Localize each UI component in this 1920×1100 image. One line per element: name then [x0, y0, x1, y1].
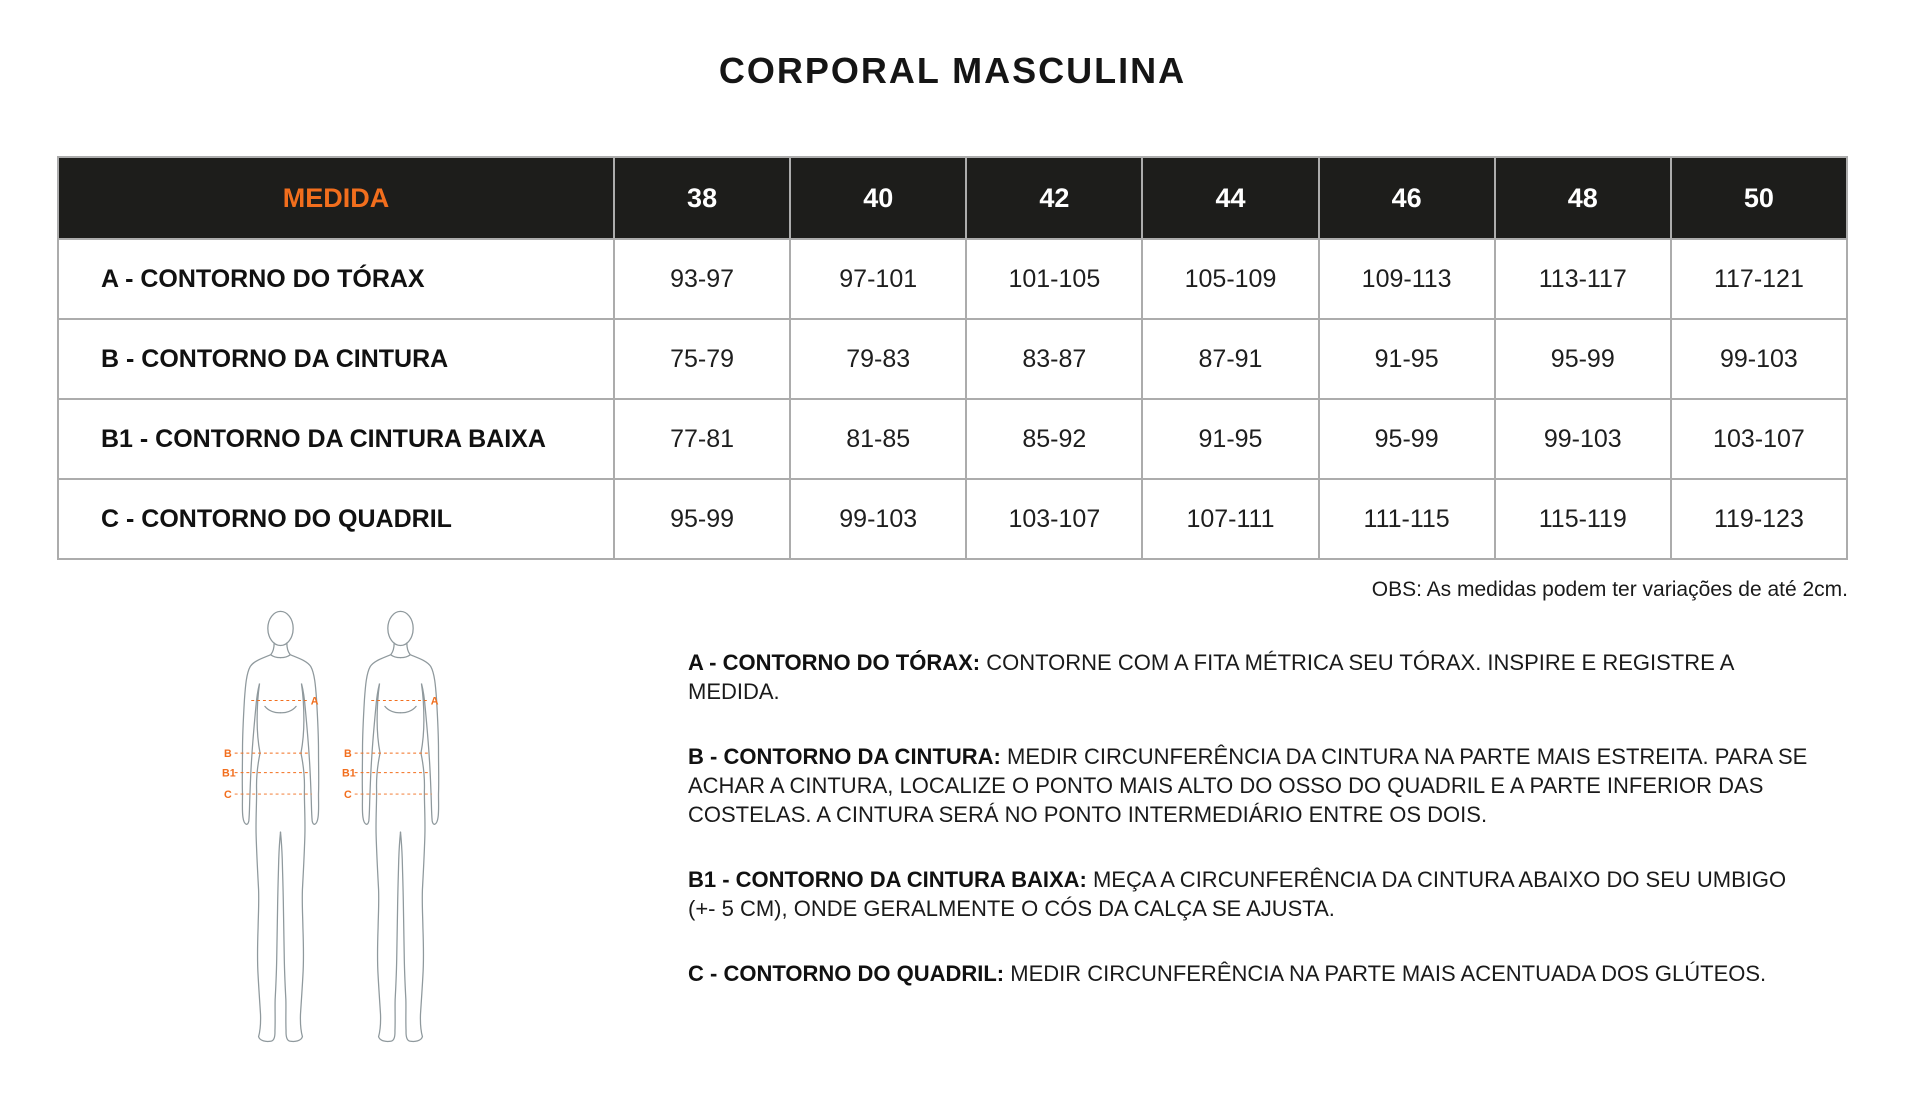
table-cell: 107-111 — [1142, 479, 1318, 559]
header-cell-size: 40 — [790, 157, 966, 239]
table-cell: 99-103 — [1495, 399, 1671, 479]
table-cell: 115-119 — [1495, 479, 1671, 559]
male-figure-front-icon — [222, 606, 339, 1064]
header-cell-size: 48 — [1495, 157, 1671, 239]
row-label-cintura-baixa: B1 - CONTORNO DA CINTURA BAIXA — [58, 399, 614, 479]
table-cell: 93-97 — [614, 239, 790, 319]
table-cell: 101-105 — [966, 239, 1142, 319]
marker-c-label: C — [343, 788, 352, 801]
instruction-quadril — [688, 959, 1818, 988]
instruction-cintura-baixa-text: MEÇA A CIRCUNFERÊNCIA DA CINTURA ABAIXO DO SEU UMBIGO (+- 5 CM), ONDE GERALMENTE O CÓS DA CALÇA SE AJUSTA. — [688, 867, 1787, 921]
table-row-torax — [58, 239, 1847, 319]
table-cell: 109-113 — [1319, 239, 1495, 319]
marker-a-label: A — [430, 695, 439, 708]
header-cell-medida: MEDIDA — [58, 157, 614, 239]
instruction-cintura-baixa — [688, 865, 1818, 923]
header-cell-size: 46 — [1319, 157, 1495, 239]
table-cell: 95-99 — [614, 479, 790, 559]
table-cell: 111-115 — [1319, 479, 1495, 559]
body-measurement-figures — [222, 606, 459, 1064]
table-row-cintura-baixa — [58, 399, 1847, 479]
row-label-quadril: C - CONTORNO DO QUADRIL — [58, 479, 614, 559]
page-title: CORPORAL MASCULINA — [718, 50, 1187, 91]
table-cell: 91-95 — [1142, 399, 1318, 479]
table-cell: 103-107 — [966, 479, 1142, 559]
table-cell: 85-92 — [966, 399, 1142, 479]
table-row-cintura — [58, 319, 1847, 399]
table-header-row — [58, 157, 1847, 239]
marker-b1-label: B1 — [222, 767, 236, 780]
table-cell: 77-81 — [614, 399, 790, 479]
marker-a-label: A — [310, 695, 319, 708]
header-cell-size: 42 — [966, 157, 1142, 239]
table-cell: 95-99 — [1319, 399, 1495, 479]
table-cell: 91-95 — [1319, 319, 1495, 399]
table-cell: 87-91 — [1142, 319, 1318, 399]
table-cell: 99-103 — [1671, 319, 1847, 399]
measurement-instructions — [688, 648, 1818, 1024]
marker-b1-label: B1 — [342, 767, 356, 780]
table-cell: 113-117 — [1495, 239, 1671, 319]
row-label-cintura: B - CONTORNO DA CINTURA — [58, 319, 614, 399]
marker-c-label: C — [223, 788, 232, 801]
table-cell: 103-107 — [1671, 399, 1847, 479]
table-cell: 83-87 — [966, 319, 1142, 399]
row-label-torax: A - CONTORNO DO TÓRAX — [58, 239, 614, 319]
instruction-torax-label: A - CONTORNO DO TÓRAX: — [688, 650, 981, 675]
table-cell: 75-79 — [614, 319, 790, 399]
instruction-cintura-label: B - CONTORNO DA CINTURA: — [688, 744, 1001, 769]
table-cell: 99-103 — [790, 479, 966, 559]
table-cell: 79-83 — [790, 319, 966, 399]
header-cell-size: 50 — [1671, 157, 1847, 239]
instruction-cintura-baixa-label: B1 - CONTORNO DA CINTURA BAIXA: — [688, 867, 1087, 892]
table-cell: 105-109 — [1142, 239, 1318, 319]
table-row-quadril — [58, 479, 1847, 559]
instruction-torax — [688, 648, 1818, 706]
table-cell: 119-123 — [1671, 479, 1847, 559]
header-cell-size: 38 — [614, 157, 790, 239]
table-cell: 81-85 — [790, 399, 966, 479]
marker-b-label: B — [223, 748, 232, 761]
table-cell: 97-101 — [790, 239, 966, 319]
instruction-torax-text: CONTORNE COM A FITA MÉTRICA SEU TÓRAX. INSPIRE E REGISTRE A MEDIDA. — [688, 650, 1734, 704]
male-figure-front-icon — [342, 606, 459, 1064]
marker-b-label: B — [343, 748, 352, 761]
header-cell-size: 44 — [1142, 157, 1318, 239]
instruction-quadril-label: C - CONTORNO DO QUADRIL: — [688, 961, 1005, 986]
table-cell: 117-121 — [1671, 239, 1847, 319]
instruction-cintura — [688, 742, 1818, 829]
instruction-cintura-text: MEDIR CIRCUNFERÊNCIA DA CINTURA NA PARTE MAIS ESTREITA. PARA SE ACHAR A CINTURA, LOCALIZE O PONTO MAIS ALTO DO OSSO DO QUADRIL E A PARTE INFERIOR DAS COSTELAS. A CINTURA SERÁ NO PONTO INTERMEDIÁRIO ENTRE OS DOIS. — [688, 744, 1808, 827]
table-cell: 95-99 — [1495, 319, 1671, 399]
measurement-variation-note: OBS: As medidas podem ter variações de até 2cm. — [1371, 578, 1848, 601]
instruction-quadril-text: MEDIR CIRCUNFERÊNCIA NA PARTE MAIS ACENTUADA DOS GLÚTEOS. — [1010, 961, 1767, 986]
size-table — [57, 156, 1848, 560]
